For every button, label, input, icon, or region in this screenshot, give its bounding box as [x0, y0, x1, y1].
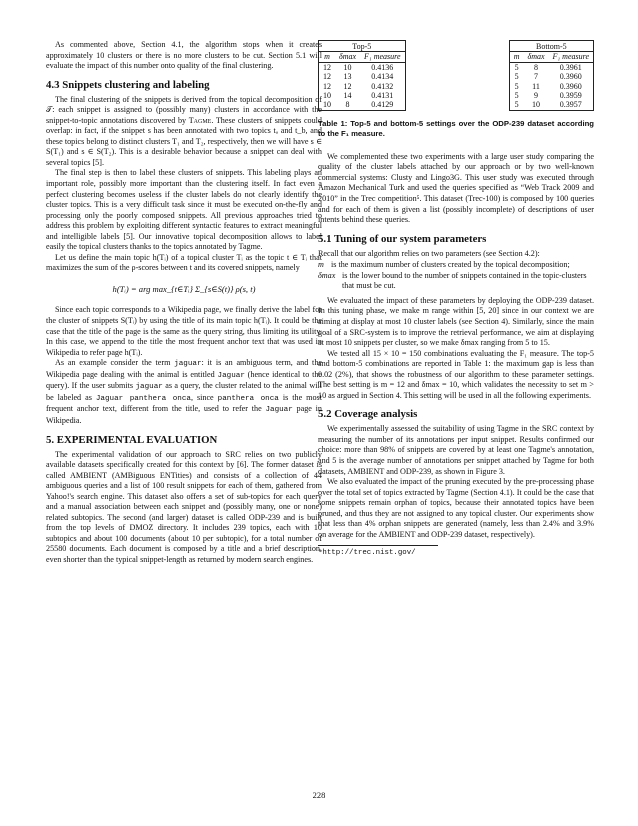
section-heading-5: 5. EXPERIMENTAL EVALUATION — [46, 433, 218, 446]
paragraph: Recall that our algorithm relies on two parameters (see Section 4.2): — [318, 248, 540, 258]
definition-delta-max: δmax is the lower bound to the number of snippets contained in the topic-clusters that must be cut. — [318, 270, 587, 291]
column-header: δmax — [335, 52, 360, 62]
paragraph: Let us define the main topic h(Tᵢ) of a topical cluster Tᵢ as the topic t ∈ Tᵢ that maximizes the sum of the ρ-scores between t and its covered snippets, namely — [46, 252, 322, 273]
bottom-5-caption: Bottom-5 — [509, 41, 593, 52]
paragraph: We evaluated the impact of these parameters by deploying the ODP-239 dataset. In this tuning phase, we make m range within [5, 20] since in our context we are aiming at display at most 10 cluster labels (see Section 4). Similarly, since the main goal of a SRC-system is to improve the retrieval performance, we aim at displaying at most 10 snippets per cluster, so we make δmax ranging from 5 to 15. — [318, 295, 594, 348]
table-row: 5 9 0.3959 — [514, 91, 582, 101]
table-row: 12 12 0.4132 — [323, 81, 394, 91]
table-1 — [318, 40, 594, 111]
column-header: δmax — [523, 52, 548, 62]
definition-m: m is the maximum number of clusters created by the topical decomposition; — [318, 260, 570, 270]
top-5-table — [318, 40, 406, 111]
paragraph: We also evaluated the impact of the pruning executed by the pre-processing phase over the total set of topics extracted by Tagme (Section 4.1). It could be the case that some snippets remain orphan of topics, because their annotated topics have been pruned, and thus they are not assigned to any topical cluster. Our experiments show that less than 4% orphan snippets are generated (namely, less than 2.4% and 3.9% on average for the AMBIENT and ODP-239 dataset, respectively). — [318, 477, 594, 539]
table-row: 12 13 0.4134 — [323, 72, 394, 82]
table-row: 5 7 0.3960 — [514, 72, 582, 82]
paragraph: The final clustering of the snippets is derived from the topical decomposition of 𝒯: each snippet is assigned to (possibly many) clusters in accordance with the snippet-to-topic annotations discovered by Tagme. These clusters of snippets could overlap: in fact, if the snippet s has been annotated with two topics tₐ and t_b, and these topics belong to distinct clusters T₁ and T₂, respectively, then we will have s ∈ S(T₁) and s ∈ S(T₂). This is a desirable behavior because a snippet can deal with several topics [5]. — [46, 94, 322, 167]
equation: h(Tᵢ) = arg max_{t∈Tᵢ} Σ_{s∈S(t)} ρ(s, t) — [112, 283, 256, 294]
table-row: 10 8 0.4129 — [323, 100, 394, 110]
section-heading-5-2: 5.2 Coverage analysis — [318, 408, 418, 421]
table-caption: Table 1: Top-5 and bottom-5 settings over the ODP-239 dataset according to the F₁ measure. — [318, 118, 594, 138]
footnote-link[interactable]: ⁵http://trec.nist.gov/ — [318, 549, 416, 558]
column-header: m — [509, 52, 523, 62]
paragraph: We tested all 15 × 10 = 150 combinations evaluating the F₁ measure. The top-5 and bottom-5 combinations are reported in Table 1: the maximum gap is less than 0.02 (2%), that shows the robustness of our algorithm to these parameter settings. The best setting is m = 12 and δmax = 10, which validates the necessity to set m > 10 as argued in Section 4. This setting will be used in all the following experiments. — [318, 348, 594, 400]
paragraph: The final step is then to label these clusters of snippets. This labeling plays an important role, possibly more important than the clustering itself. In fact even a perfect clustering becomes useless if the cluster labels do not clearly identify the cluster topics. This is a very difficult task since it must be executed on-the-fly and processing only the poorly composed snippets. All previous approaches tried to address this problem by exploiting different syntactic features to extract meaningful and intelligible labels [5]. Our innovative topical decomposition allows to label easily the topical clusters thanks to the topics annotated by Tagme. — [46, 168, 322, 252]
left-column — [46, 40, 322, 566]
column-header: F₁ measure — [360, 52, 405, 62]
paragraph: We experimentally assessed the suitability of using Tagme in the SRC context by measuring the number of its annotations per input snippet. Results confirmed our choice: more than 98% of snippets are covered by at least one Tagme's annotation, and 5 is the average number of annotations per snippet attached by Tagme for both datasets, AMBIENT and ODP-239, as shown in Figure 3. — [318, 424, 594, 476]
paragraph: The experimental validation of our approach to SRC relies on two publicly available datasets specifically created for this context by [6]. The former dataset is called AMBIENT (AMBiguous ENTities) and consists of a collection of 44 ambiguous queries and a list of 100 result snippets for each of them, gathered from Yahoo!'s search engine. This dataset also offers a set of sub-topics for each query and a manual association between each snippet and (possibly many, one or none) related subtopics. The second (and larger) dataset is called ODP-239 and is built from the top levels of DMOZ directory. It includes 239 topics, each with 10 subtopics and about 100 documents (about 10 per subtopic), for a total number of 25580 documents. Each document is composed by a title and a brief description, even shorter than the typical snippet-length as returned by modern search engines. — [46, 449, 322, 564]
paragraph: As an example consider the term jaguar: it is an ambiguous term, and the Wikipedia page dealing with the animal is entitled Jaguar (hence identical to the query). If the user submits jaguar as a query, the cluster related to the animal will be labeled as Jaguar panthera onca, since panthera onca is the most frequent anchor text, different from the title, used to refer the Jaguar page in Wikipedia. — [46, 358, 322, 425]
section-heading-4-3: 4.3 Snippets clustering and labeling — [46, 78, 210, 91]
paragraph: Since each topic corresponds to a Wikipedia page, we finally derive the label for the cluster of snippets S(Tᵢ) by using the title of its main topic h(Tᵢ). It could be the case that the title of the page is the same as the query string, thus limiting its utility. In this case, we append to the title the most frequent anchor text that was used in Wikipedia to refer page h(Tᵢ). — [46, 305, 322, 357]
table-row: 5 8 0.3961 — [514, 62, 582, 72]
column-header: F₁ measure — [549, 52, 594, 62]
bottom-5-table — [509, 40, 594, 111]
section-heading-5-1: 5.1 Tuning of our system parameters — [318, 232, 487, 245]
paragraph: As commented above, Section 4.1, the algorithm stops when it creates approximately 10 clusters or there is no more clusters to be cut. Section 5.1 will evaluate the impact of this number onto quality of the final clustering. — [46, 40, 322, 71]
page-number: 228 — [312, 790, 326, 800]
right-column — [318, 40, 594, 559]
footnote-divider — [318, 545, 438, 546]
column-header: m — [319, 52, 336, 62]
parameter-definitions — [318, 260, 594, 292]
table-row: 12 10 0.4136 — [323, 62, 394, 72]
table-row: 10 14 0.4131 — [323, 91, 394, 101]
paragraph: We complemented these two experiments with a large user study comparing the quality of the cluster labels attached by our approach or by two well-known commercial systems: Clusty and Lingo3G. This user study was executed through Amazon Mechanical Turk and used the queries specified as “Web Track 2009 and 2010” in the Trec competition⁵. This dataset (Trec-100) is composed by 100 queries and for each of them is given a list (possibly incomplete) of descriptions of user intents behind these queries. — [318, 151, 594, 225]
table-row: 5 11 0.3960 — [514, 81, 582, 91]
table-row: 5 10 0.3957 — [514, 100, 582, 110]
top-5-caption: Top-5 — [319, 41, 406, 52]
